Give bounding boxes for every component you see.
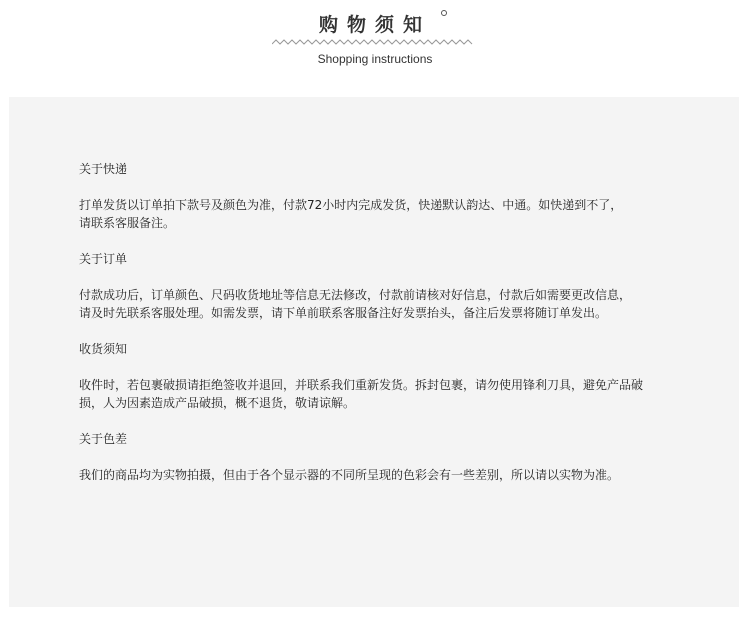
section-heading: 关于色差 bbox=[79, 432, 128, 446]
section-paragraph bbox=[79, 286, 659, 322]
section-paragraph bbox=[79, 466, 659, 484]
section-paragraph bbox=[79, 196, 659, 232]
page-title: 购物须知 bbox=[318, 14, 431, 36]
section-heading: 关于订单 bbox=[79, 252, 128, 266]
circle-decoration-icon bbox=[441, 10, 447, 16]
paragraph-line: 请及时先联系客服处理。如需发票，请下单前联系客服备注好发票抬头，备注后发票将随订单发出。 bbox=[79, 306, 608, 320]
header bbox=[0, 0, 750, 96]
paragraph-line: 请联系客服备注。 bbox=[79, 216, 176, 230]
section-receiving bbox=[79, 340, 659, 412]
section-heading: 收货须知 bbox=[79, 342, 128, 356]
section-heading: 关于快递 bbox=[79, 162, 128, 176]
section-order bbox=[79, 250, 659, 322]
paragraph-line: 打单发货以订单拍下款号及颜色为准，付款72小时内完成发货，快递默认韵达、中通。如快递到不了， bbox=[79, 198, 623, 212]
content-panel bbox=[9, 97, 739, 607]
section-express bbox=[79, 160, 659, 232]
paragraph-line: 损，人为因素造成产品破损，概不退货，敬请谅解。 bbox=[79, 396, 356, 410]
paragraph-line: 收件时，若包裹破损请拒绝签收并退回，并联系我们重新发货。拆封包裹，请勿使用锋利刀具，避免产品破 bbox=[79, 378, 644, 392]
page-subtitle: Shopping instructions bbox=[317, 52, 433, 66]
paragraph-line: 我们的商品均为实物拍摄，但由于各个显示器的不同所呈现的色彩会有一些差别，所以请以实物为准。 bbox=[79, 468, 620, 482]
section-color-difference bbox=[79, 430, 659, 484]
zigzag-divider-icon bbox=[272, 38, 475, 46]
paragraph-line: 付款成功后，订单颜色、尺码收货地址等信息无法修改，付款前请核对好信息，付款后如需要更改信息， bbox=[79, 288, 632, 302]
section-paragraph bbox=[79, 376, 659, 412]
instructions-content bbox=[79, 160, 659, 502]
